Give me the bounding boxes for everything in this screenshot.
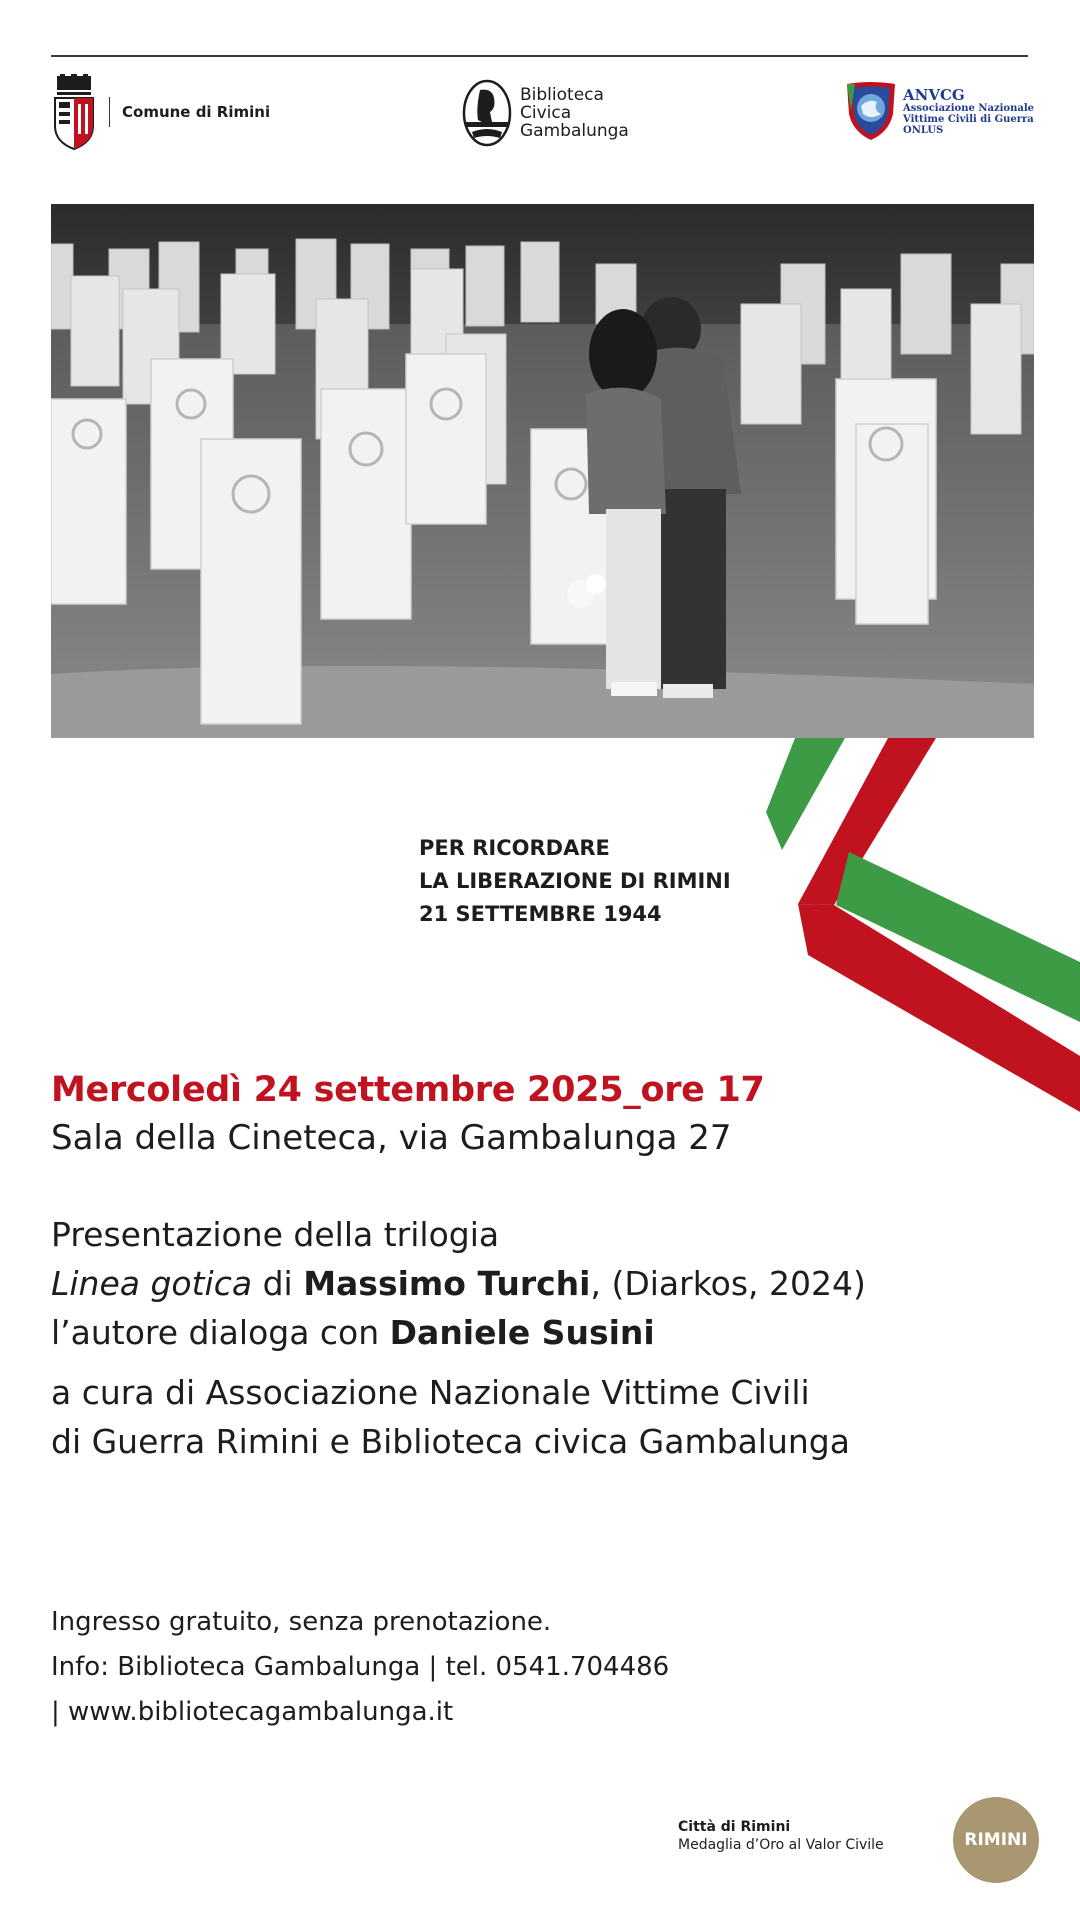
anvcg-shield-icon <box>843 80 899 142</box>
by-word: di <box>252 1264 304 1303</box>
publisher: , (Diarkos, 2024) <box>590 1264 866 1303</box>
city-name: Città di Rimini <box>678 1819 791 1835</box>
author-name: Massimo Turchi <box>303 1264 591 1303</box>
presentation-line1: Presentazione della trilogia <box>51 1215 500 1254</box>
top-rule <box>51 55 1028 57</box>
biblioteca-gambalunga-logo <box>462 78 629 148</box>
cemetery-photo <box>51 204 1034 738</box>
guest-name: Daniele Susini <box>389 1313 655 1352</box>
presentation-text <box>51 1210 866 1357</box>
presentation-line2 <box>51 1259 866 1308</box>
event-date: Mercoledì 24 settembre 2025_ore 17 <box>51 1070 765 1110</box>
headline <box>419 832 731 931</box>
cemetery-photo-illustration <box>51 204 1034 738</box>
info-block <box>51 1600 669 1735</box>
rimini-badge: RIMINI <box>953 1797 1039 1883</box>
gambalunga-line1: Biblioteca <box>520 85 604 105</box>
headline-line1: PER RICORDARE <box>419 836 610 860</box>
book-title: Linea gotica <box>51 1264 253 1303</box>
event-venue: Sala della Cineteca, via Gambalunga 27 <box>51 1118 732 1158</box>
headline-line2: LA LIBERAZIONE DI RIMINI <box>419 869 731 893</box>
curated-line2: di Guerra Rimini e Biblioteca civica Gambalunga <box>51 1422 850 1461</box>
dialog-prefix: l’autore dialoga con <box>51 1313 390 1352</box>
anvcg-logo <box>843 80 1034 142</box>
headline-line3: 21 SETTEMBRE 1944 <box>419 902 662 926</box>
comune-name: Comune di Rimini <box>122 103 271 121</box>
gambalunga-line3: Gambalunga <box>520 121 629 141</box>
ribbon-green-upper <box>766 738 845 850</box>
city-medal <box>678 1818 884 1854</box>
info-website[interactable]: | www.bibliotecagambalunga.it <box>51 1697 454 1727</box>
ribbon-green-lower <box>836 852 1080 1022</box>
anvcg-line3: ONLUS <box>903 124 944 136</box>
curated-line1: a cura di Associazione Nazionale Vittime Civili <box>51 1373 810 1412</box>
ribbon-red-upper <box>798 738 936 905</box>
info-line2: Info: Biblioteca Gambalunga | tel. 0541.704486 <box>51 1652 670 1682</box>
info-line1: Ingresso gratuito, senza prenotazione. <box>51 1607 552 1637</box>
gambalunga-bust-icon <box>462 78 512 148</box>
presentation-line3 <box>51 1308 866 1357</box>
logo-divider <box>109 97 110 127</box>
ribbon-red-lower <box>798 904 1080 1112</box>
ribbon-white <box>836 878 1080 1030</box>
medal-text: Medaglia d’Oro al Valor Civile <box>678 1837 884 1853</box>
gambalunga-line2: Civica <box>520 103 572 123</box>
anvcg-acronym: ANVCG <box>903 85 965 104</box>
anvcg-line1: Associazione Nazionale <box>903 102 1034 114</box>
anvcg-line2: Vittime Civili di Guerra <box>903 113 1034 125</box>
curated-by <box>51 1368 850 1466</box>
comune-di-rimini-logo <box>51 74 270 150</box>
rimini-crest-icon <box>51 74 97 150</box>
